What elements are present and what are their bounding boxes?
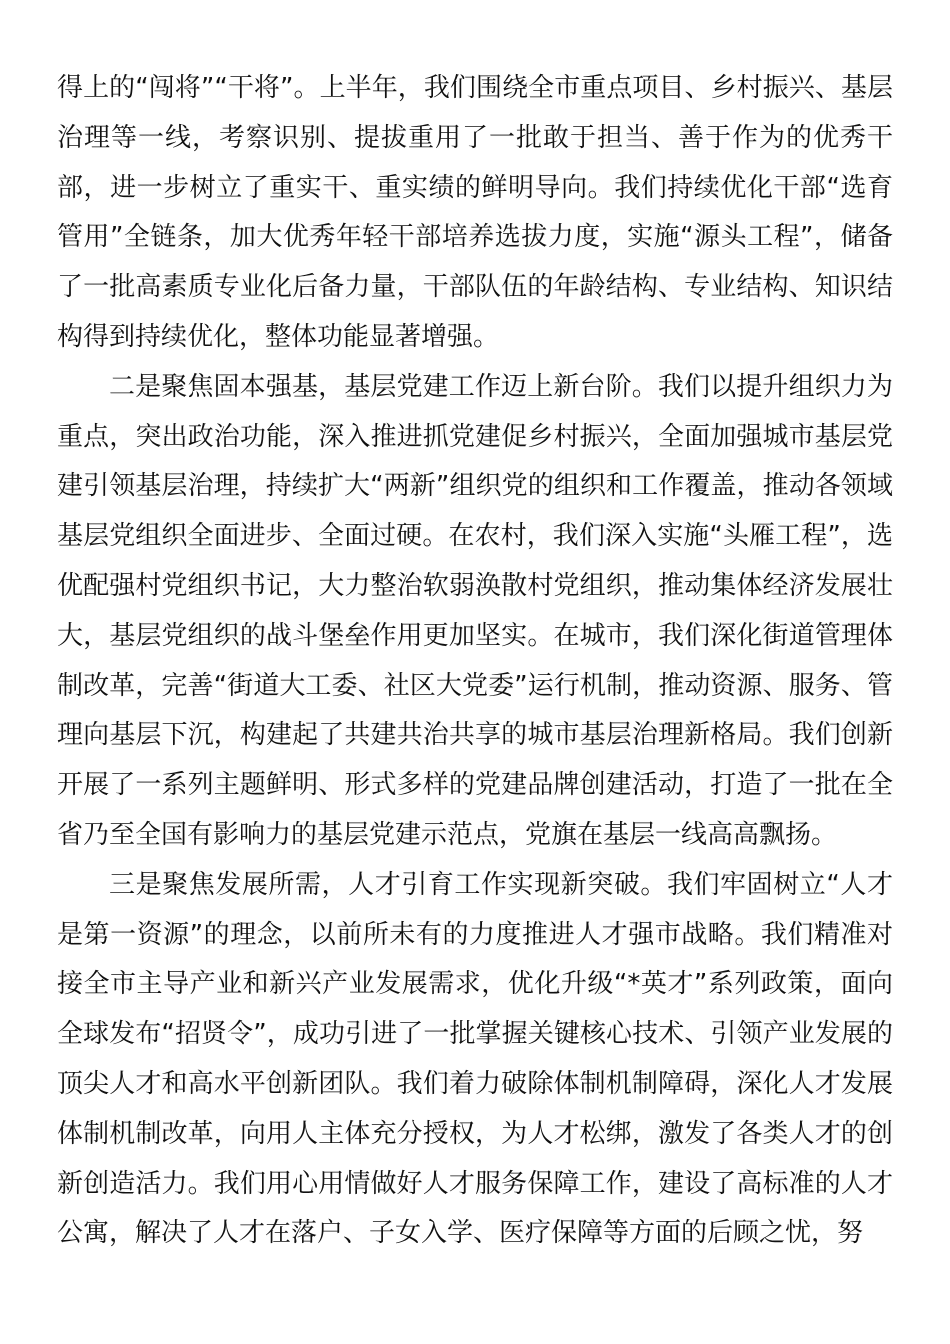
paragraph-continuation: 得上的“闯将”“干将”。上半年，我们围绕全市重点项目、乡村振兴、基层治理等一线，考察识别、提拔重用了一批敢于担当、善于作为的优秀干部，进一步树立了重实干、重实绩的鲜明导向。我们持续优化干部“选育管用”全链条，加大优秀年轻干部培养选拔力度，实施“源头工程”，储备了一批高素质专业化后备力量，干部队伍的年龄结构、专业结构、知识结构得到持续优化，整体功能显著增强。 <box>57 73 893 352</box>
paragraph-grassroots-party-building: 二是聚焦固本强基，基层党建工作迈上新台阶。我们以提升组织力为重点，突出政治功能，深入推进抓党建促乡村振兴，全面加强城市基层党建引领基层治理，持续扩大“两新”组织党的组织和工作覆盖，推动各领域基层党组织全面进步、全面过硬。在农村，我们深入实施“头雁工程”，选优配强村党组织书记，大力整治软弱涣散村党组织，推动集体经济发展壮大，基层党组织的战斗堡垒作用更加坚实。在城市，我们深化街道管理体制改革，完善“街道大工委、社区大党委”运行机制，推动资源、服务、管理向基层下沉，构建起了共建共治共享的城市基层治理新格局。我们创新开展了一系列主题鲜明、形式多样的党建品牌创建活动，打造了一批在全省乃至全国有影响力的基层党建示范点，党旗在基层一线高高飘扬。 <box>57 371 893 850</box>
document-body <box>57 64 893 1259</box>
paragraph-talent-recruitment: 三是聚焦发展所需，人才引育工作实现新突破。我们牢固树立“人才是第一资源”的理念，以前所未有的力度推进人才强市战略。我们精准对接全市主导产业和新兴产业发展需求，优化升级“*英才”系列政策，面向全球发布“招贤令”，成功引进了一批掌握关键核心技术、引领产业发展的顶尖人才和高水平创新团队。我们着力破除体制机制障碍，深化人才发展体制机制改革，向用人主体充分授权，为人才松绑，激发了各类人才的创新创造活力。我们用心用情做好人才服务保障工作，建设了高标准的人才公寓，解决了人才在落户、子女入学、医疗保障等方面的后顾之忧，努 <box>57 869 893 1249</box>
